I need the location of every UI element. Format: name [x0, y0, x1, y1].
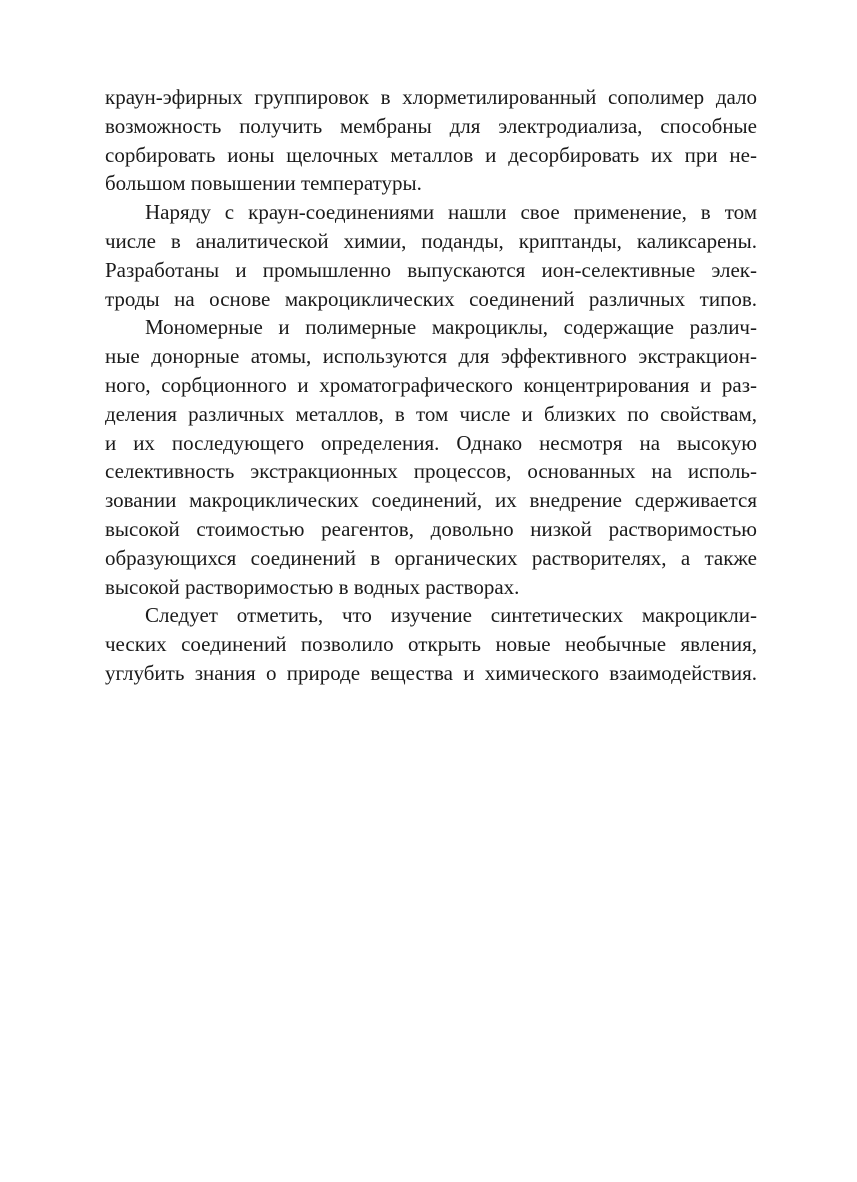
text-line: селективность экстракционных процессов, основанных на исполь- [105, 459, 757, 484]
paragraph-4 [105, 601, 757, 687]
paragraph-2 [105, 198, 757, 313]
text-line: высокой растворимостью в водных растворах. [105, 574, 520, 599]
page-body [105, 83, 757, 688]
text-line: ческих соединений позволило открыть новые необычные явления, [105, 632, 757, 657]
text-line: углубить знания о природе вещества и химического взаимодействия. [105, 660, 757, 685]
text-line: троды на основе макроциклических соединений различных типов. [105, 286, 757, 311]
text-line: ного, сорбционного и хроматографического концентрирования и раз- [105, 372, 757, 397]
text-line: Разработаны и промышленно выпускаются ион-селективные элек- [105, 257, 757, 282]
text-line: и их последующего определения. Однако несмотря на высокую [105, 430, 757, 455]
text-line: ные донорные атомы, используются для эффективного экстракцион- [105, 344, 757, 369]
text-line: высокой стоимостью реагентов, довольно низкой растворимостью [105, 516, 757, 541]
text-line: краун-эфирных группировок в хлорметилированный сополимер дало [105, 85, 757, 109]
text-line: Следует отметить, что изучение синтетических макроцикли- [145, 603, 757, 628]
text-line: деления различных металлов, в том числе и близких по свойствам, [105, 401, 757, 426]
text-line: большом повышении температуры. [105, 171, 422, 196]
text-line: сорбировать ионы щелочных металлов и десорбировать их при не- [105, 142, 757, 167]
paragraph-1 [105, 83, 757, 198]
text-line: Мономерные и полимерные макроциклы, содержащие различ- [145, 315, 757, 340]
text-line: числе в аналитической химии, поданды, криптанды, каликсарены. [105, 228, 757, 253]
text-line: Наряду с краун-соединениями нашли свое применение, в том [145, 200, 757, 225]
text-line: образующихся соединений в органических растворителях, а также [105, 545, 757, 570]
text-line: зовании макроциклических соединений, их внедрение сдерживается [105, 488, 757, 513]
text-line: возможность получить мембраны для электродиализа, способные [105, 113, 757, 138]
paragraph-3 [105, 313, 757, 601]
